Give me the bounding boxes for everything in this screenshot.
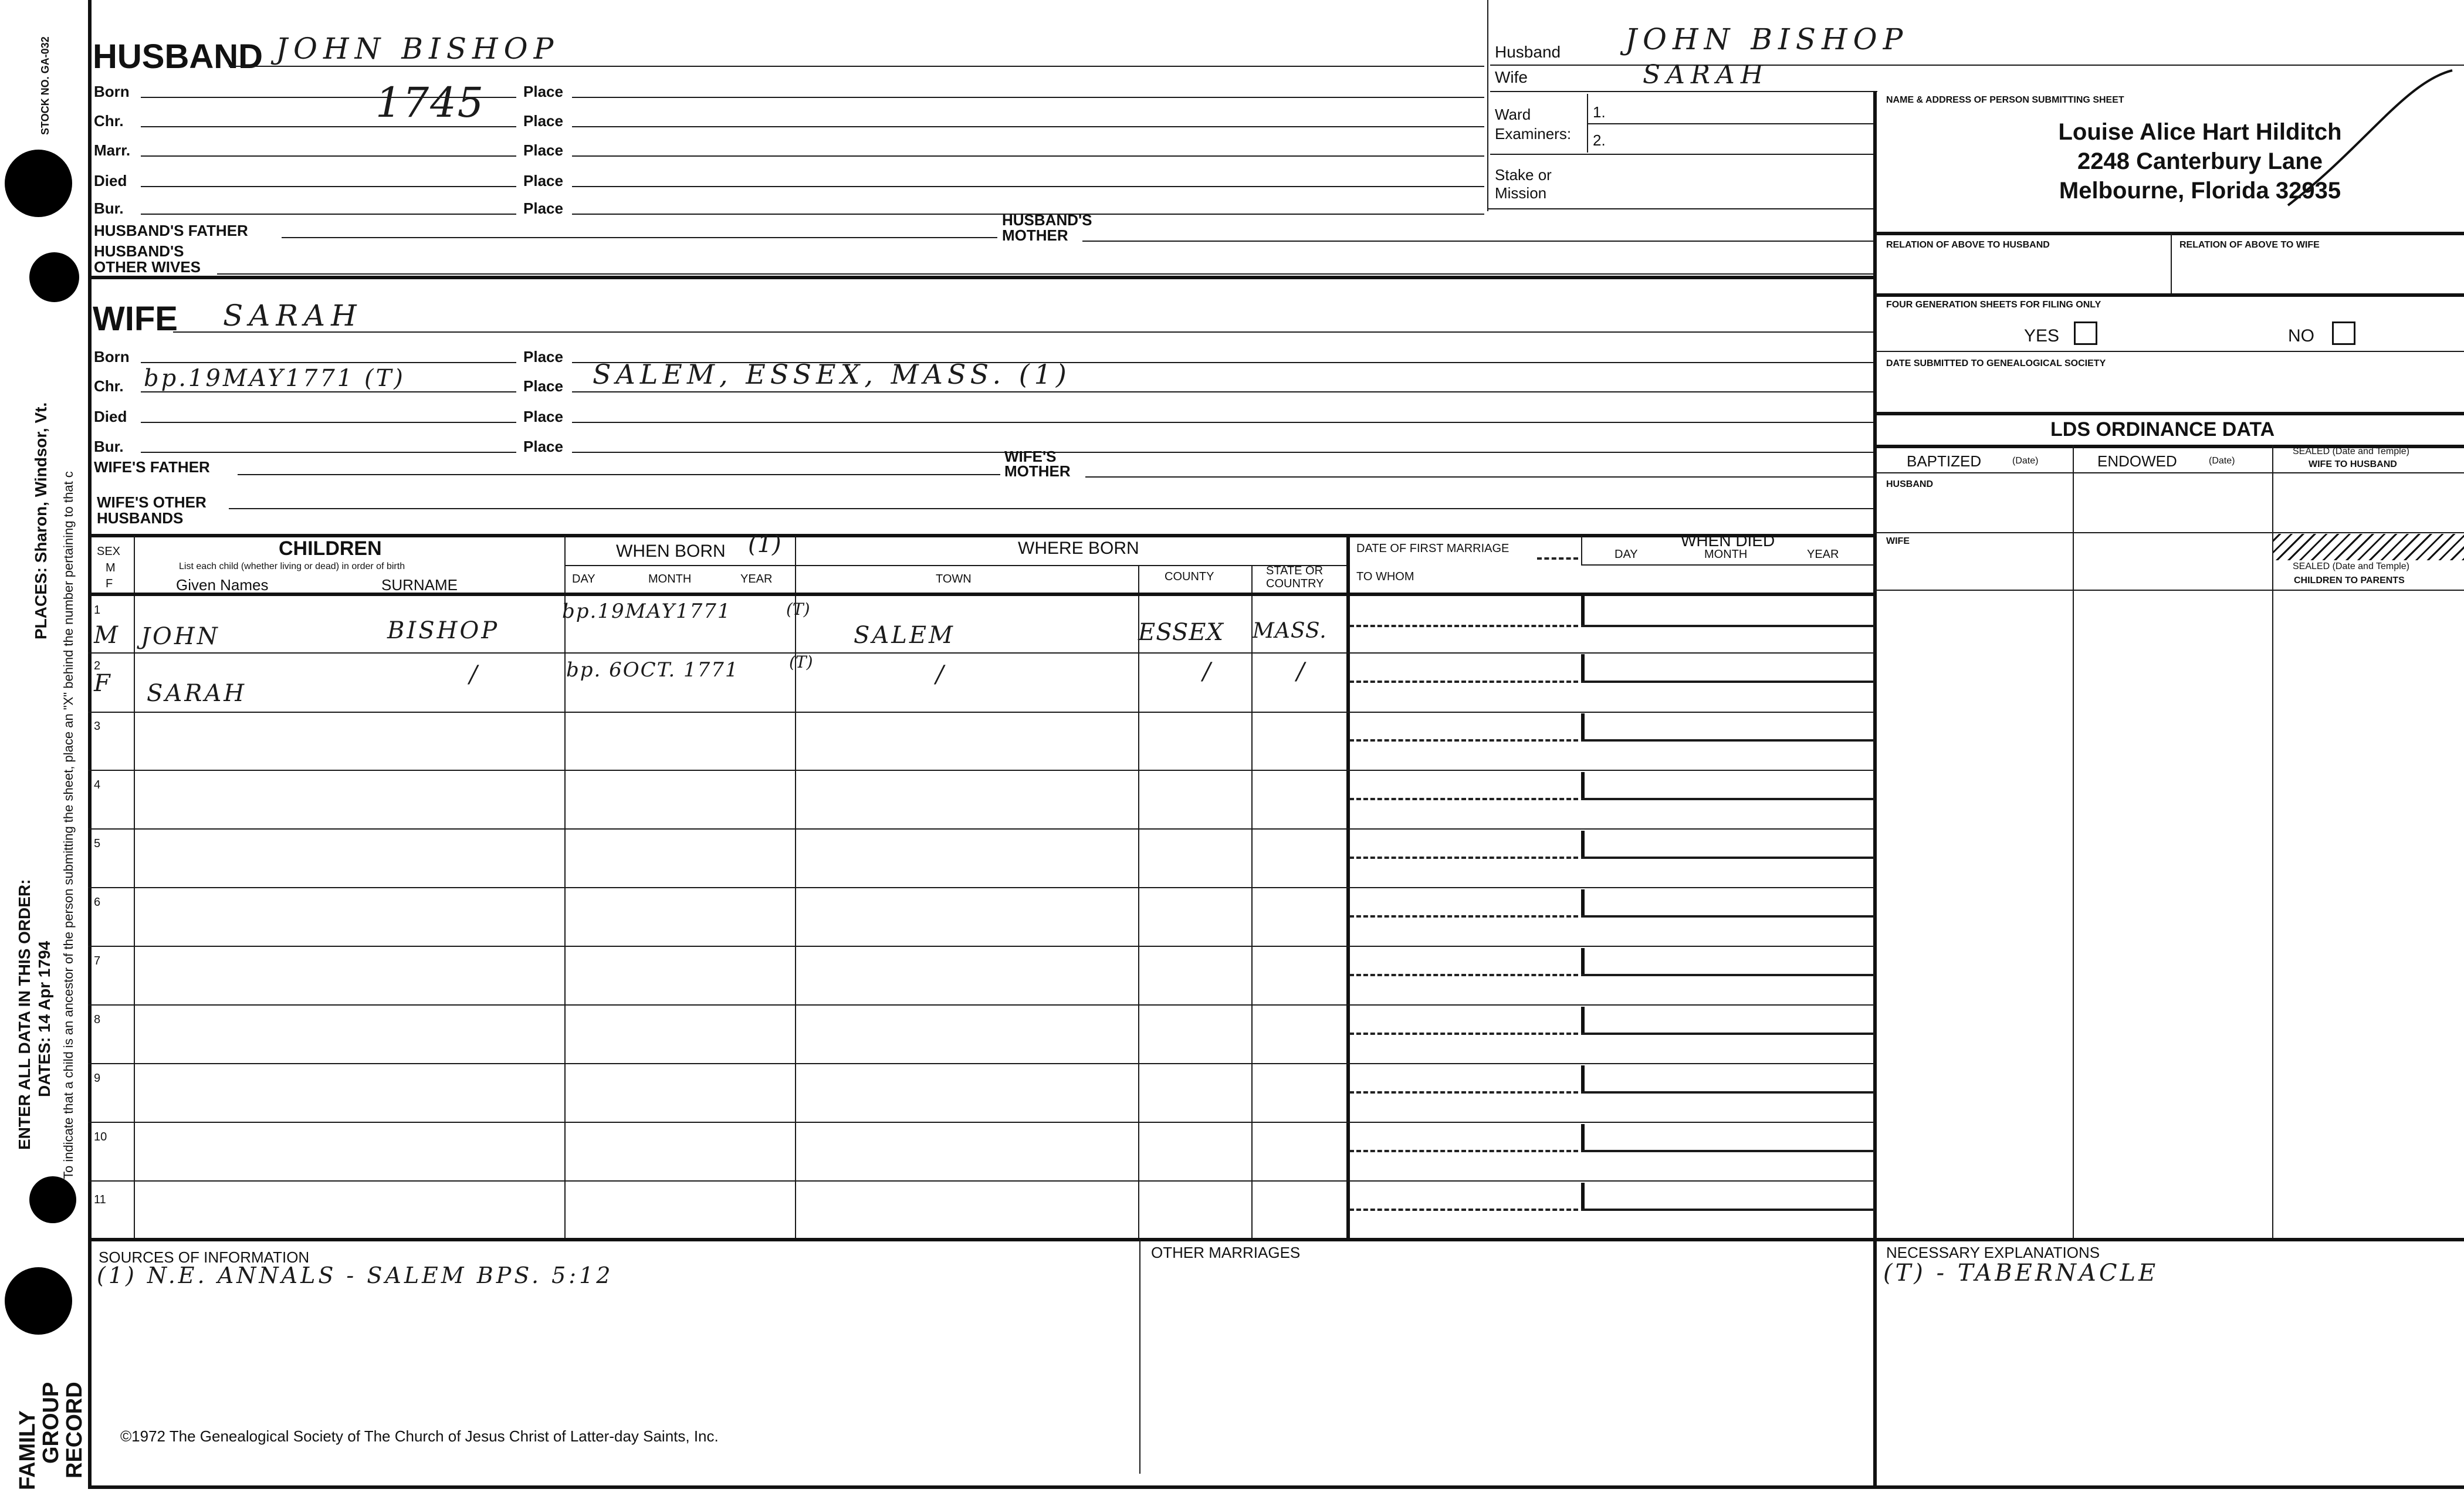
- died-line: [1581, 1209, 1874, 1211]
- died-line: [1581, 1033, 1874, 1035]
- row-line: [88, 652, 1874, 654]
- no-label: NO: [2288, 326, 2314, 346]
- line: [572, 126, 1484, 127]
- husband-other-wives-1: HUSBAND'S: [94, 242, 184, 260]
- husband-born-label: Born: [94, 83, 130, 100]
- row-number: 3: [94, 720, 101, 733]
- died-tick: [1581, 1065, 1585, 1091]
- marriage-dash: [1349, 1209, 1578, 1211]
- line: [572, 155, 1484, 157]
- line: [141, 422, 516, 423]
- sealed-children-label-2: CHILDREN TO PARENTS: [2294, 576, 2405, 585]
- first-marriage-label: DATE OF FIRST MARRIAGE: [1356, 542, 1509, 555]
- form-title-record: RECORD: [62, 1382, 87, 1478]
- row-line: [88, 1004, 1874, 1006]
- died-line: [1581, 625, 1874, 627]
- husband-marr-label: Marr.: [94, 141, 131, 159]
- line: [238, 474, 1000, 475]
- submitter-line-2: 2248 Canterbury Lane: [2077, 148, 2323, 174]
- col-state: [1251, 566, 1253, 1240]
- relation-wife-label: RELATION OF ABOVE TO WIFE: [2179, 240, 2320, 250]
- marriage-dash: [1349, 1150, 1578, 1152]
- died-year-label: YEAR: [1807, 548, 1839, 561]
- lds-wife-label: WIFE: [1886, 536, 1910, 546]
- child-surname[interactable]: BISHOP: [387, 617, 500, 644]
- died-line: [1581, 915, 1874, 918]
- died-tick: [1581, 1124, 1585, 1150]
- table-bottom: [88, 1238, 2464, 1241]
- col-county: [1138, 566, 1139, 1240]
- child-born[interactable]: bp. 6OCT. 1771: [566, 658, 739, 682]
- line: [1874, 232, 2464, 235]
- lds-col-divider: [2272, 445, 2273, 1240]
- line: [572, 97, 1484, 98]
- when-born-label: WHEN BORN: [616, 541, 726, 561]
- wife-born-place-label: Place: [523, 348, 563, 365]
- child-sex[interactable]: M: [94, 622, 120, 649]
- row-number: 9: [94, 1072, 101, 1085]
- summary-wife-value[interactable]: SARAH: [1643, 60, 1769, 90]
- day-label: DAY: [572, 573, 595, 585]
- wife-died-place-label: Place: [523, 408, 563, 425]
- husband-born-place-label: Place: [523, 83, 563, 100]
- row-line: [88, 887, 1874, 888]
- to-whom-label: TO WHOM: [1356, 570, 1414, 583]
- other-marriages-label: OTHER MARRIAGES: [1151, 1244, 1301, 1261]
- summary-wife-label: Wife: [1495, 68, 1528, 86]
- submitter-label: NAME & ADDRESS OF PERSON SUBMITTING SHEET: [1886, 95, 2124, 105]
- died-tick: [1581, 948, 1585, 974]
- marriage-dash: [1349, 739, 1578, 742]
- row-number: 11: [94, 1193, 106, 1206]
- row-line: [88, 1122, 1874, 1123]
- sex-label: SEX: [97, 545, 121, 558]
- year-label: YEAR: [740, 573, 773, 585]
- husband-name-value[interactable]: JOHN BISHOP: [276, 32, 560, 66]
- line: [1874, 590, 2464, 591]
- wife-chr-label: Chr.: [94, 377, 124, 395]
- died-tick: [1581, 595, 1585, 625]
- died-month-label: MONTH: [1704, 548, 1748, 561]
- husband-died-place-label: Place: [523, 172, 563, 189]
- line: [564, 565, 795, 566]
- punch-hole: [5, 1267, 72, 1335]
- row-number: 4: [94, 779, 101, 791]
- line: [1874, 293, 2464, 297]
- explanations-label: NECESSARY EXPLANATIONS: [1886, 1244, 2100, 1261]
- row-number: 6: [94, 896, 101, 909]
- child-state[interactable]: MASS.: [1253, 619, 1327, 643]
- line: [572, 391, 1874, 392]
- line: [1587, 123, 1874, 124]
- row-line: [88, 828, 1874, 830]
- line: [572, 452, 1874, 453]
- husband-heading: HUSBAND: [93, 38, 263, 76]
- sealed-hatch: [2273, 534, 2464, 560]
- date-submitted-label: DATE SUBMITTED TO GENEALOGICAL SOCIETY: [1886, 358, 2106, 368]
- wife-heading: WIFE: [93, 300, 178, 338]
- when-died-label: WHEN DIED: [1681, 532, 1775, 550]
- row-line: [88, 946, 1874, 947]
- line: [1874, 532, 2464, 533]
- died-tick: [1581, 1007, 1585, 1033]
- baptized-date-label: (Date): [2012, 456, 2039, 466]
- died-box-left: [1581, 536, 1582, 565]
- child-born-mark[interactable]: (T): [786, 600, 810, 619]
- ward-label: Ward: [1495, 106, 1531, 123]
- wife-mother-label-2: MOTHER: [1004, 462, 1071, 480]
- yes-label: YES: [2024, 326, 2060, 346]
- wife-father-label: WIFE'S FATHER: [94, 458, 210, 476]
- husband-bur-label: Bur.: [94, 199, 124, 217]
- four-gen-label: FOUR GENERATION SHEETS FOR FILING ONLY: [1886, 300, 2101, 310]
- given-names-label: Given Names: [176, 576, 269, 594]
- no-checkbox[interactable]: [2332, 321, 2355, 345]
- enter-order-note: ENTER ALL DATA IN THIS ORDER:: [15, 879, 33, 1150]
- wife-bur-place-label: Place: [523, 438, 563, 455]
- husband-father-label: HUSBAND'S FATHER: [94, 222, 248, 239]
- died-tick: [1581, 772, 1585, 798]
- footer-divider: [1139, 1239, 1140, 1474]
- stake-label-2: Mission: [1495, 184, 1547, 202]
- table-header-bottom: [88, 593, 1874, 596]
- lds-col-divider: [2073, 445, 2074, 1240]
- husband-marr-place-label: Place: [523, 141, 563, 159]
- line: [217, 273, 1874, 275]
- line: [1874, 412, 2464, 415]
- died-tick: [1581, 654, 1585, 681]
- sealed-wife-label-1: SEALED (Date and Temple): [2293, 446, 2409, 456]
- surname-label: SURNAME: [381, 576, 458, 594]
- right-column-border: [1873, 91, 1877, 1487]
- county-label: COUNTY: [1165, 570, 1214, 583]
- died-day-label: DAY: [1615, 548, 1638, 561]
- husband-bur-place-label: Place: [523, 199, 563, 217]
- died-tick: [1581, 889, 1585, 915]
- line: [282, 237, 997, 238]
- pen-stroke: [2276, 59, 2464, 211]
- children-heading: CHILDREN: [279, 537, 382, 560]
- dates-note: DATES: 14 Apr 1794: [35, 940, 53, 1097]
- row-number: 7: [94, 955, 101, 967]
- child-born[interactable]: bp.19MAY1771: [562, 600, 732, 623]
- row-number: 1: [94, 604, 101, 617]
- died-line: [1581, 857, 1874, 859]
- child-given-name[interactable]: JOHN: [141, 623, 220, 650]
- submitter-line-1: Louise Alice Hart Hilditch: [2058, 119, 2342, 145]
- wife-chr-value[interactable]: bp.19MAY1771 (T): [144, 365, 405, 392]
- wife-other-husbands-2: HUSBANDS: [97, 509, 184, 527]
- marriage-dash: [1349, 974, 1578, 976]
- wife-born-label: Born: [94, 348, 130, 365]
- line: [141, 452, 516, 453]
- sex-f-label: F: [106, 577, 113, 590]
- marriage-dash: [1537, 557, 1578, 560]
- endowed-label: ENDOWED: [2097, 452, 2177, 470]
- husband-name-line: [229, 66, 1484, 67]
- child-county[interactable]: ESSEX: [1138, 619, 1224, 646]
- line: [1874, 351, 2464, 352]
- line: [572, 186, 1484, 187]
- husband-mother-label-2: MOTHER: [1002, 226, 1068, 244]
- child-sex[interactable]: F: [94, 670, 113, 697]
- child-given-name[interactable]: SARAH: [147, 680, 247, 707]
- child-town[interactable]: /: [936, 661, 946, 688]
- submitter-line-3: Melbourne, Florida 32935: [2059, 178, 2341, 204]
- child-surname[interactable]: /: [469, 661, 480, 688]
- frame-left: [88, 0, 92, 1487]
- line: [229, 508, 1874, 509]
- month-label: MONTH: [648, 573, 692, 585]
- died-line: [1581, 739, 1874, 742]
- row-line: [88, 1180, 1874, 1182]
- state-label-1: STATE OR: [1266, 564, 1324, 577]
- marriage-dash: [1349, 915, 1578, 918]
- summary-husband-label: Husband: [1495, 43, 1561, 61]
- lds-title: LDS ORDINANCE DATA: [2050, 418, 2275, 441]
- frame-bottom: [88, 1485, 2464, 1489]
- line: [141, 186, 516, 187]
- marriage-dash: [1349, 857, 1578, 859]
- stock-number: STOCK NO. GA-032: [39, 36, 51, 135]
- sealed-wife-label-2: WIFE TO HUSBAND: [2309, 459, 2397, 469]
- marriage-dash: [1349, 798, 1578, 800]
- line: [141, 214, 516, 215]
- sealed-children-label-1: SEALED (Date and Temple): [2293, 561, 2409, 571]
- form-title-group: GROUP: [39, 1382, 63, 1464]
- line: [1082, 241, 1874, 242]
- wife-chr-place-label: Place: [523, 377, 563, 395]
- summary-husband-value[interactable]: JOHN BISHOP: [1625, 22, 1909, 56]
- places-note: PLACES: Sharon, Windsor, Vt.: [32, 402, 50, 639]
- row-number: 8: [94, 1013, 101, 1026]
- wife-bur-label: Bur.: [94, 438, 124, 455]
- punch-hole: [29, 1176, 76, 1223]
- marriage-dash: [1349, 681, 1578, 683]
- sources-value[interactable]: (1) N.E. ANNALS - SALEM BPS. 5:12: [97, 1263, 614, 1288]
- row-number: 5: [94, 837, 101, 850]
- children-list-note: List each child (whether living or dead) in order of birth: [179, 561, 405, 571]
- line: [1490, 91, 1877, 92]
- husband-chr-place-label: Place: [523, 112, 563, 130]
- form-title-family: FAMILY: [15, 1410, 40, 1490]
- child-state[interactable]: /: [1297, 658, 1307, 685]
- baptized-label: BAPTIZED: [1907, 452, 1982, 470]
- line: [1581, 564, 1874, 566]
- died-line: [1581, 681, 1874, 683]
- stake-label-1: Stake or: [1495, 166, 1552, 184]
- died-line: [1581, 974, 1874, 976]
- where-born-label: WHERE BORN: [1018, 539, 1139, 558]
- marriage-dash: [1349, 1033, 1578, 1035]
- line: [141, 362, 516, 363]
- died-tick: [1581, 831, 1585, 857]
- sources-label: SOURCES OF INFORMATION: [99, 1248, 310, 1266]
- endowed-date-label: (Date): [2209, 456, 2235, 466]
- died-tick: [1581, 713, 1585, 739]
- wife-died-label: Died: [94, 408, 127, 425]
- died-tick: [1581, 1183, 1585, 1209]
- child-town[interactable]: SALEM: [854, 622, 956, 649]
- punch-hole: [29, 252, 79, 302]
- summary-box-left: [1487, 0, 1488, 211]
- relation-divider: [2171, 233, 2172, 295]
- punch-hole: [5, 150, 72, 217]
- relation-husband-label: RELATION OF ABOVE TO HUSBAND: [1886, 240, 2050, 250]
- explanations-value[interactable]: (T) - TABERNACLE: [1883, 1260, 2159, 1287]
- row-number: 10: [94, 1131, 107, 1143]
- copyright: ©1972 The Genealogical Society of The Church of Jesus Christ of Latter-day Saints, Inc.: [120, 1427, 719, 1445]
- sex-m-label: M: [106, 561, 116, 574]
- when-born-mark: (1): [748, 531, 781, 558]
- line: [1085, 476, 1874, 478]
- line: [141, 155, 516, 157]
- line: [795, 565, 1346, 566]
- row-line: [88, 1063, 1874, 1064]
- husband-chr-value[interactable]: 1745: [375, 79, 485, 127]
- row-line: [88, 712, 1874, 713]
- marriage-dash: [1349, 625, 1578, 627]
- died-line: [1581, 798, 1874, 800]
- husband-died-label: Died: [94, 172, 127, 189]
- line: [1487, 208, 1874, 209]
- line: [572, 422, 1874, 423]
- lds-husband-label: HUSBAND: [1886, 479, 1933, 489]
- wife-name-line: [173, 331, 1874, 333]
- wife-name-value[interactable]: SARAH: [223, 299, 363, 333]
- husband-chr-label: Chr.: [94, 112, 124, 130]
- wife-mother-label-1: WIFE'S: [1004, 448, 1057, 465]
- husband-other-wives-2: OTHER WIVES: [94, 258, 201, 276]
- line: [1490, 154, 1874, 155]
- examiner-1: 1.: [1593, 103, 1606, 121]
- yes-checkbox[interactable]: [2074, 321, 2097, 345]
- row-line: [88, 770, 1874, 771]
- row-number: 2: [94, 659, 101, 672]
- child-county[interactable]: /: [1203, 658, 1213, 685]
- marriage-dash: [1349, 1091, 1578, 1094]
- section-divider: [88, 276, 1874, 279]
- state-label-2: COUNTRY: [1266, 577, 1324, 590]
- ancestor-instruction: To indicate that a child is an ancestor of the person submitting the sheet, place an "X" behind the number pertaining to that c: [61, 471, 76, 1179]
- died-line: [1581, 1150, 1874, 1152]
- examiner-2: 2.: [1593, 131, 1606, 149]
- town-label: TOWN: [936, 573, 972, 585]
- examiners-label: Examiners:: [1495, 125, 1572, 143]
- wife-other-husbands-1: WIFE'S OTHER: [97, 493, 207, 511]
- wife-chr-place-value[interactable]: SALEM, ESSEX, MASS. (1): [593, 358, 1071, 390]
- died-line: [1581, 1091, 1874, 1094]
- husband-mother-label-1: HUSBAND'S: [1002, 211, 1092, 229]
- line: [1874, 472, 2464, 473]
- child-born-mark[interactable]: (T): [789, 652, 813, 672]
